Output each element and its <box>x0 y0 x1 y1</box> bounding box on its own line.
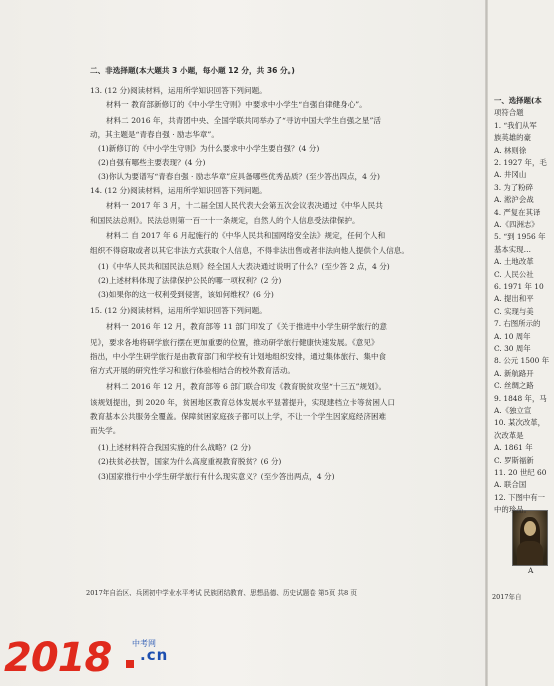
question-text-line: 宿方式开展的研究性学习和旅行体验相结合的校外教育活动。 <box>90 366 296 375</box>
choice-question-line: A. 联合国 <box>494 480 527 490</box>
question-text-line: 组织不得窃取或者以其它非法方式获取个人信息，不得非法出售或者非法向他人提供个人信息。 <box>90 246 409 255</box>
choice-question-line: 3. 为了粉碎 <box>494 182 533 192</box>
question-text-line: (2)扶贫必扶智，国家为什么高度重视教育脱贫？(6 分) <box>98 457 282 466</box>
question-text-line: 材料一 2016 年 12 月，教育部等 11 部门印发了《关于推进中小学生研学旅行的意 <box>106 322 387 331</box>
question-text-line: 材料二 自 2017 年 6 月起施行的《中华人民共和国网络安全法》规定，任何个人和 <box>106 231 386 240</box>
choice-question-line: 中的珍品。 <box>494 505 531 515</box>
question-text-line: 二、非选择题(本大题共 3 小题，每小题 12 分，共 36 分。) <box>90 66 295 75</box>
question-text-line: (1)《中华人民共和国民法总则》经全国人大表决通过说明了什么？(至少答 2 点，4 分) <box>98 262 390 271</box>
choice-question-line: A. 提出和平 <box>494 294 534 304</box>
question-text-line: 14. (12 分)阅读材料，运用所学知识回答下列问题。 <box>90 186 267 195</box>
right-page <box>488 0 554 686</box>
choice-question-line: A.《独立宣 <box>494 406 532 415</box>
question-text-line: 13. (12 分)阅读材料，运用所学知识回答下列问题。 <box>90 86 267 95</box>
question-text-line: 教育基本公共服务全覆盖。保障贫困家庭孩子都可以上学，不让一个学生因家庭经济困难 <box>90 412 387 421</box>
choice-question-line: C. 人民公社 <box>494 269 534 279</box>
choice-question-line: 7. 右图所示的 <box>494 319 541 329</box>
right-page-footer: 2017年自 <box>492 593 522 601</box>
question-text-line: 见》，要求各地将研学旅行摆在更加重要的位置，推动研学旅行健康快速发展。《意见》 <box>90 338 379 347</box>
question-text-line: (3)国家推行中小学生研学旅行有什么现实意义？(至少答出两点，4 分) <box>98 472 335 481</box>
choice-question-line: C. 罗斯福新 <box>494 455 534 465</box>
choice-question-line: A. 井冈山 <box>494 170 527 180</box>
choice-question-line: C. 实现与美 <box>494 306 534 316</box>
page-footer: 2017年自治区、兵团初中学业水平考试 民族团结教育、思想品德、历史试题卷 第5页 共8 页 <box>86 589 357 597</box>
question-text-line: (1)上述材料符合我国实施的什么战略？(2 分) <box>98 443 252 452</box>
choice-question-line: 次改革是 <box>494 430 524 440</box>
question-text-line: (2)上述材料体现了法律保护公民的哪一项权利？(2 分) <box>98 276 282 285</box>
question-text-line: 和国民法总则》。民法总则第一百一十一条规定，自然人的个人信息受法律保护。 <box>90 216 360 225</box>
choice-question-line: A. 林则徐 <box>494 145 527 155</box>
watermark-year: 2018 <box>4 635 112 681</box>
choice-question-line: 项符合题 <box>494 108 524 118</box>
question-text-line: 15. (12 分)阅读材料，运用所学知识回答下列问题。 <box>90 306 267 315</box>
choice-question-line: 5. “到 1956 年 <box>494 232 546 242</box>
question-text-line: (3)你认为要谱写“青春自强 · 励志华章”应具备哪些优秀品质？(至少答出四点，4 分) <box>98 172 380 181</box>
choice-question-line: 族英雄的豪 <box>494 133 531 143</box>
choice-question-line: A.《四洲志》 <box>494 220 539 229</box>
choice-question-line: 12. 下图中有一 <box>494 492 546 502</box>
question-text-line: 该规划提出，到 2020 年，贫困地区教育总体发展水平显著提升，实现建档立卡等贫困人口 <box>90 398 396 407</box>
choice-question-line: 8. 公元 1500 年 <box>494 356 550 366</box>
question-text-line: 指出，中小学生研学旅行是由教育部门和学校有计划地组织安排，通过集体旅行、集中食 <box>90 352 387 361</box>
choice-question-line: C. 30 周年 <box>494 344 531 353</box>
question-text-line: 材料二 2016 年 12 月，教育部等 6 部门联合印发《教育脱贫攻坚“十三五”规划》。 <box>106 382 387 391</box>
question-text-line: (1)新修订的《中小学生守则》为什么要求中小学生要自强？(4 分) <box>98 144 320 153</box>
question-text-line: (2)自强有哪些主要表现？(4 分) <box>98 158 206 167</box>
choice-question-line: 6. 1971 年 10 <box>494 282 544 291</box>
choice-question-line: A. 10 周年 <box>494 331 531 341</box>
choice-question-line: 10. 某次改革， <box>494 418 546 428</box>
site-watermark <box>4 635 254 681</box>
watermark-domain: .cn <box>140 646 169 664</box>
watermark-site-name: 中考网 <box>132 639 156 648</box>
question-text-line: 材料二 2016 年，共青团中央、全国学联共同举办了“寻访中国大学生自强之星”活 <box>106 116 381 125</box>
question-text-line: (3)如果你的这一权利受到侵害，该如何维权？(6 分) <box>98 290 274 299</box>
choice-question-line: A. 1861 年 <box>494 443 533 453</box>
choice-question-line: 一、选择题(本 <box>494 96 542 105</box>
choice-question-line: 11. 20 世纪 60 <box>494 468 547 477</box>
choice-question-line: 9. 1848 年，马 <box>494 393 547 403</box>
watermark-dot <box>126 660 134 668</box>
choice-question-line: 基本实现… <box>494 244 531 254</box>
choice-question-line: 2. 1927 年，毛 <box>494 158 547 167</box>
choice-question-line: 1. “我们从军 <box>494 120 537 130</box>
question-text-line: 材料一 教育部新修订的《中小学生守则》中要求中小学生“自强自律健身心”。 <box>106 100 367 109</box>
choice-question-line: C. 丝绸之路 <box>494 381 534 391</box>
choice-question-line: 4. 严复在其译 <box>494 207 541 217</box>
choice-question-line: A. 土地改革 <box>494 257 534 267</box>
question-text-line: 而失学。 <box>90 426 121 435</box>
question-text-line: 动，其主题是“青春自强 · 励志华章”。 <box>90 130 219 139</box>
choice-question-line: A. 新航路开 <box>494 368 534 378</box>
portrait-option-label: A <box>528 566 534 575</box>
choice-question-line: A. 淞沪会战 <box>494 195 534 205</box>
mona-lisa-portrait-image <box>512 510 548 566</box>
question-text-line: 材料一 2017 年 3 月，十二届全国人民代表大会第五次会议表决通过《中华人民共 <box>106 201 383 210</box>
